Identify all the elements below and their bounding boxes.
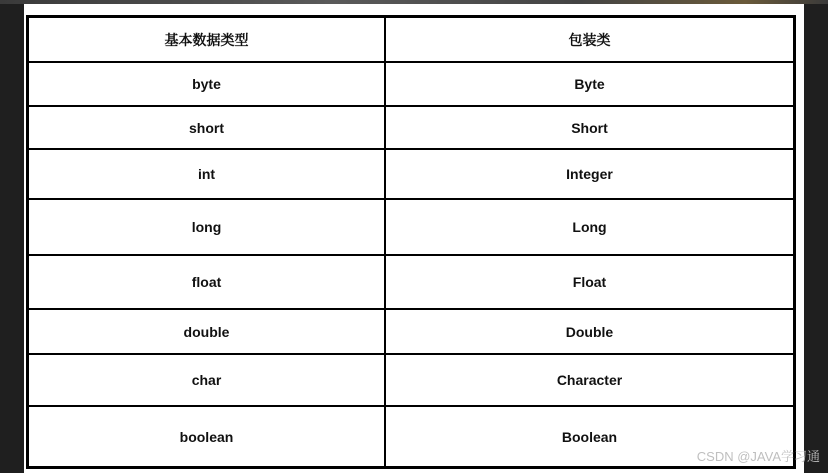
primitive-cell: int — [197, 166, 216, 182]
primitive-cell: short — [189, 119, 224, 136]
table-header-row — [29, 18, 793, 63]
primitive-cell: long — [191, 219, 222, 235]
primitive-cell: boolean — [179, 428, 234, 445]
table-row — [29, 407, 793, 466]
wrapper-cell: Long — [572, 219, 607, 235]
table-row — [29, 63, 793, 107]
wrapper-cell: Integer — [566, 166, 613, 182]
wrapper-cell: Double — [565, 323, 614, 340]
wrapper-cell: Short — [571, 119, 608, 136]
table-row — [29, 200, 793, 256]
wrapper-cell: Boolean — [561, 428, 618, 445]
header-wrapper: 包装类 — [568, 31, 611, 48]
table-row — [29, 256, 793, 310]
type-mapping-table — [26, 15, 796, 469]
table-row — [29, 355, 793, 407]
primitive-cell: float — [191, 274, 222, 290]
primitive-cell: byte — [192, 76, 221, 92]
wrapper-cell: Float — [572, 274, 607, 290]
table-row — [29, 310, 793, 355]
wrapper-cell: Character — [556, 372, 623, 388]
wrapper-cell: Byte — [574, 76, 605, 92]
watermark: CSDN @JAVA学习通 — [696, 449, 820, 464]
header-primitive: 基本数据类型 — [164, 31, 249, 48]
primitive-cell: double — [183, 323, 230, 340]
table-row — [29, 107, 793, 150]
primitive-cell: char — [191, 372, 222, 388]
table-row — [29, 150, 793, 200]
